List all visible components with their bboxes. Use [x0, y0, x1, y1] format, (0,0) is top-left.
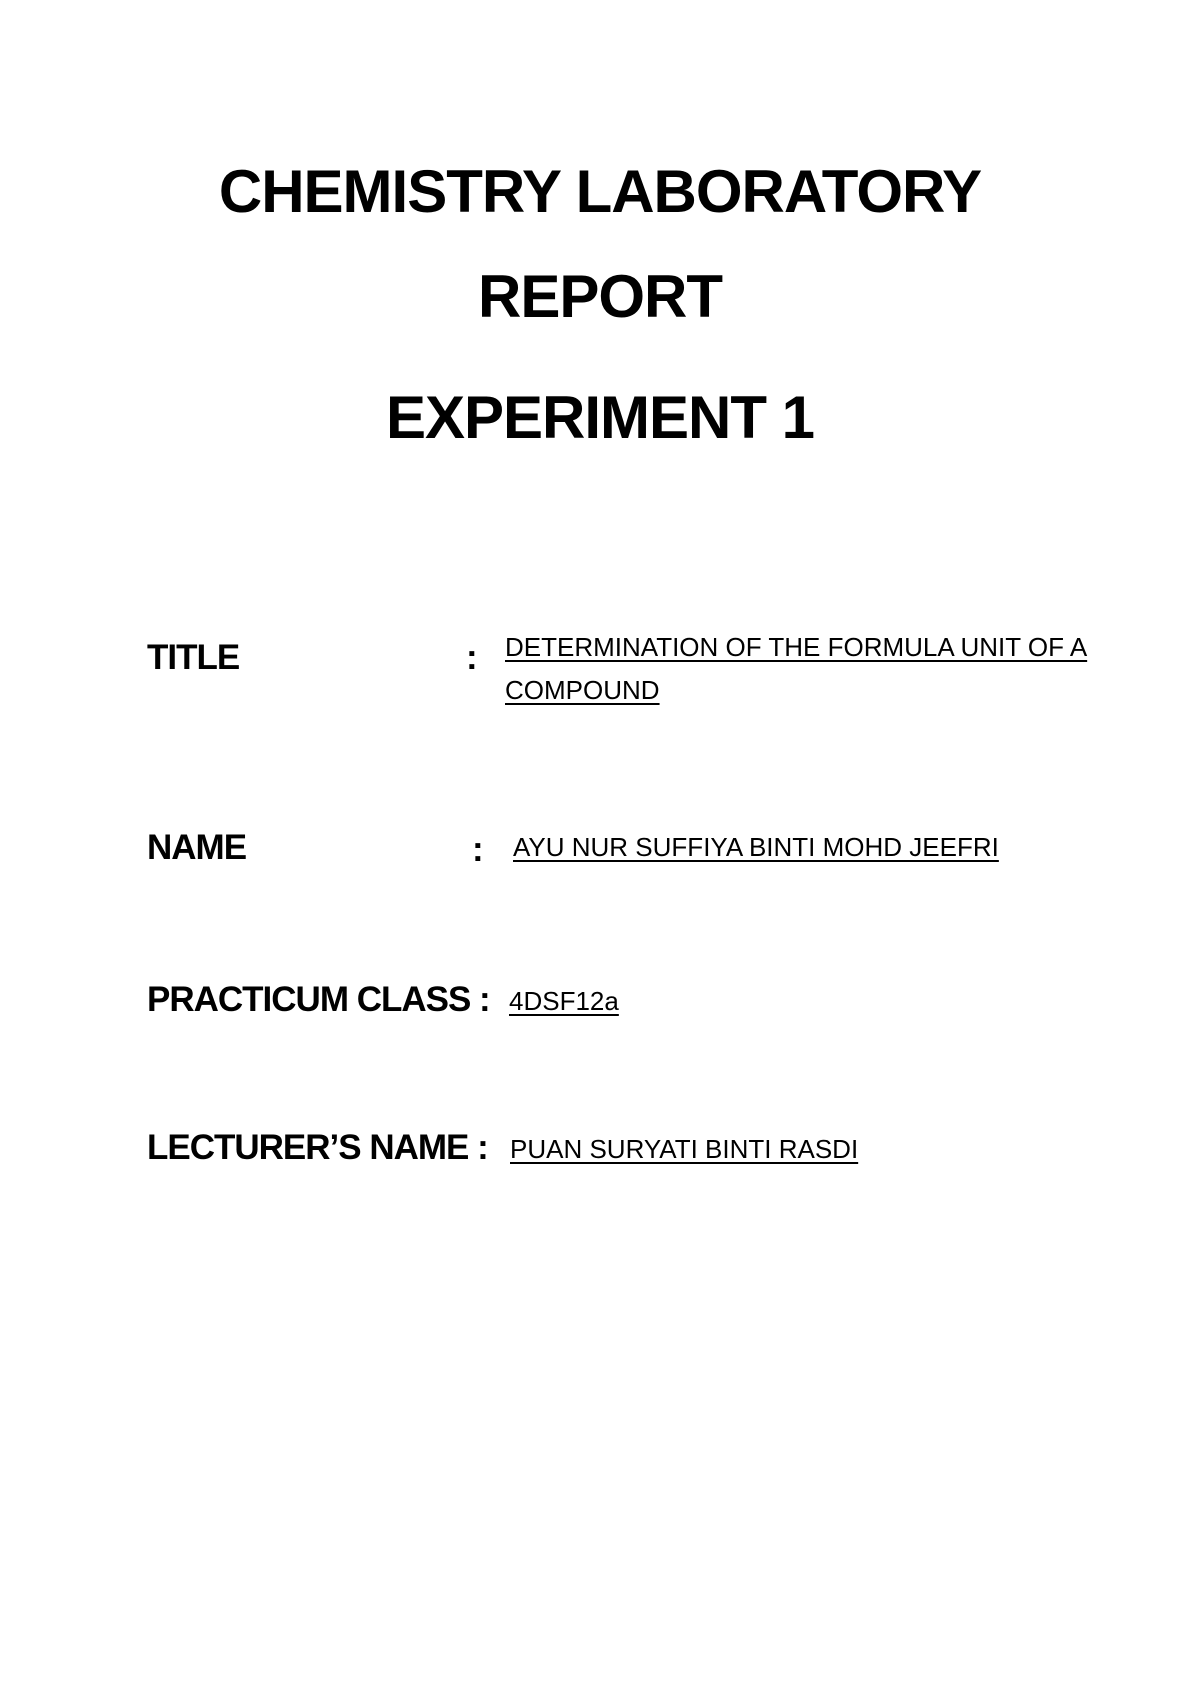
name-colon: :	[472, 830, 484, 869]
title-value-line2: COMPOUND	[505, 675, 660, 705]
name-value: AYU NUR SUFFIYA BINTI MOHD JEEFRI	[513, 832, 999, 862]
title-label: TITLE	[147, 638, 240, 677]
report-heading-line1: CHEMISTRY LABORATORY	[218, 158, 982, 225]
practicum-class-label: PRACTICUM CLASS :	[147, 980, 490, 1019]
name-label: NAME	[147, 828, 247, 867]
title-value-line1: DETERMINATION OF THE FORMULA UNIT OF A	[505, 632, 1088, 662]
title-colon: :	[466, 638, 478, 677]
lecturer-name-value: PUAN SURYATI BINTI RASDI	[510, 1134, 859, 1164]
experiment-heading: EXPERIMENT 1	[385, 384, 815, 451]
lecturer-name-label: LECTURER’S NAME :	[147, 1128, 488, 1167]
practicum-class-value: 4DSF12a	[509, 986, 619, 1016]
report-heading-line2: REPORT	[477, 263, 723, 330]
